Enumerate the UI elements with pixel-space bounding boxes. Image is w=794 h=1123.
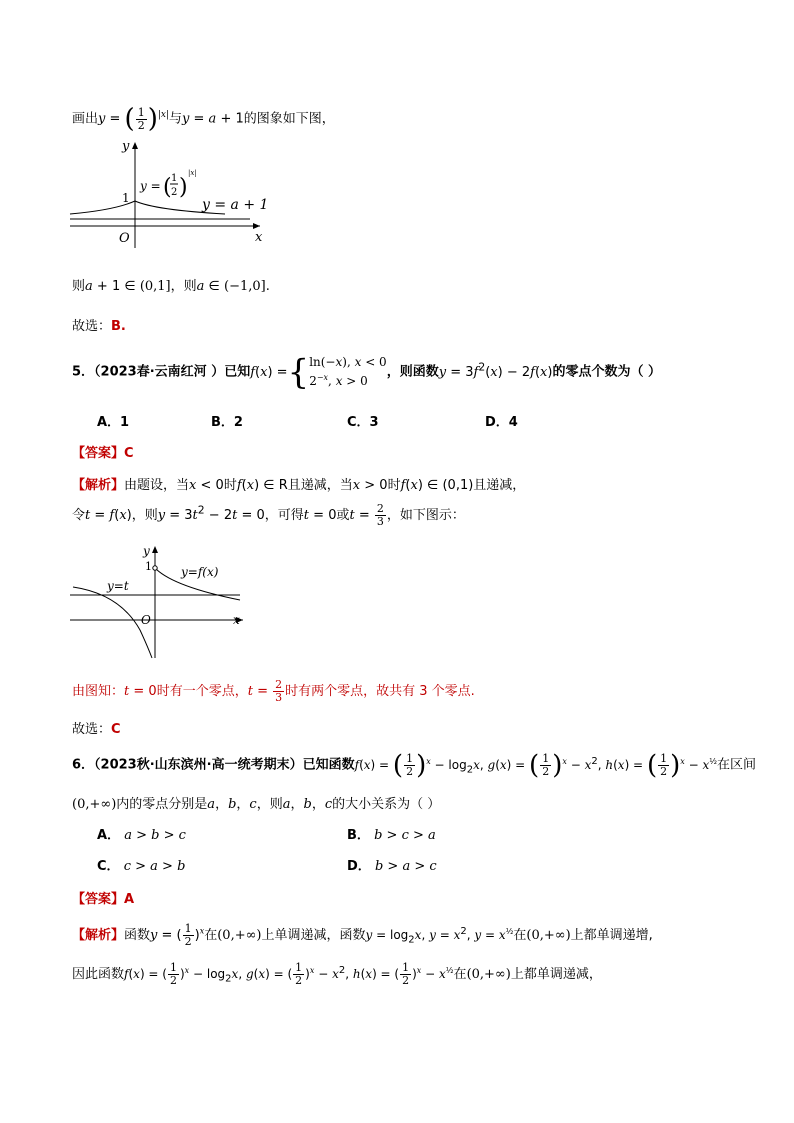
graph2-one: 1	[145, 560, 152, 573]
q5-analysis-1: 【解析】由题设，当x < 0时f(x) ∈ R且递减，当x > 0时f(x) ∈ (0,1)且递减，	[72, 478, 526, 493]
q6-opt-a-label: A．	[97, 828, 121, 843]
q5-label: 5．（2023春·云南红河 ）已知	[72, 364, 251, 380]
answer-tag-2: 【答案】	[72, 892, 125, 907]
svg-text:2: 2	[171, 187, 178, 198]
q5-ana2e: ，如下图示：	[386, 508, 465, 523]
q6-opt-b-label: B．	[347, 828, 370, 843]
q5-option-a[interactable]: A．1	[97, 415, 130, 430]
q6-line2a: 内的零点分别是	[116, 797, 208, 812]
q6-opt-c-label: C．	[97, 859, 120, 874]
q6-option-c[interactable]: C． c > a > b	[97, 859, 186, 874]
graph1-one: 1	[122, 191, 130, 205]
q5-ana2c: ，可得	[264, 508, 304, 523]
pick2-answer: C	[111, 722, 121, 737]
then-mid: ，则	[170, 279, 197, 294]
q5-answer	[72, 442, 134, 461]
q5-ana2d: 或	[336, 508, 350, 523]
graph2-y-label: y	[143, 544, 150, 558]
q6-analysis-2: 因此函数f(x) = ( $\frac{1}{2}$ )$^x - \log_2x$, g(x) = ( $\frac{1}{2}$ )$^x - x^2$, h(x) = ( $\frac{1}{2}$ )$^x - x^{\frac{1}{2}}$在(0,+∞)上都单调递减，	[72, 961, 602, 987]
svg-text:): )	[179, 175, 188, 200]
q6-answer-value: A	[124, 892, 135, 907]
q6-option-a[interactable]: A． a > b > c	[97, 828, 186, 843]
pick2-text: 故选：	[72, 722, 112, 737]
q5-analysis-2: 令t = f(x)，则$y = 3t^2 - 2t = 0$，可得t = 0或t = $\frac{2}{3}$ ，如下图示：	[72, 502, 465, 528]
analysis-tag-2: 【解析】	[72, 928, 125, 943]
pick-2	[72, 718, 121, 737]
q5-ana2b: ，则	[131, 508, 158, 523]
analysis-tag: 【解析】	[72, 478, 125, 493]
answer-tag: 【答案】	[72, 446, 125, 461]
q6-line2c: 的大小关系为（ ）	[332, 797, 441, 812]
then-line: 则a + 1 ∈ (0,1]，则a ∈ (−1,0].	[72, 279, 270, 294]
pick1-answer: B.	[111, 319, 126, 334]
graph1-curve-label: y =	[140, 179, 161, 193]
q6-option-b[interactable]: B． b > c > a	[347, 828, 436, 843]
graph2-t-label: y=t	[107, 579, 129, 593]
graph2-origin: O	[141, 613, 151, 627]
then-text: 则	[72, 279, 86, 294]
pick-1	[72, 315, 126, 334]
q5-answer-value: C	[124, 446, 134, 461]
svg-text:|x|: |x|	[188, 169, 197, 177]
q6-label: 6．（2023秋·山东滨州·高一统考期末）已知函数	[72, 757, 355, 773]
q5-end: 的零点个数为（ ）	[552, 364, 661, 380]
q6-ana2a: 因此函数	[72, 967, 125, 982]
q6-ana1c: 上单调递减，函数	[261, 928, 366, 943]
svg-text:(: (	[163, 175, 172, 200]
draw-prefix: 画出	[72, 111, 99, 127]
q5-ana1c: 且递减，当	[287, 478, 353, 493]
q5-conc-a: 由图知：	[72, 684, 125, 699]
graph1-x-label: x	[255, 230, 263, 245]
q5-ana1e: 且递减，	[473, 478, 526, 493]
q6-ana1d: 在	[513, 928, 527, 943]
q5-stem: 5．（2023春·云南红河 ）已知f(x) ={ ln(−x), x < 0 $2^{-x}$, x > 0 ，则函数$y = 3f^2(x) - 2f(x)$的零点个数为（ ）	[72, 352, 661, 392]
q6-line2b: ，则	[256, 797, 283, 812]
q6-ana1a: 函数	[124, 928, 151, 943]
graph2-x-label: x	[233, 613, 240, 627]
q6-option-d[interactable]: D． b > a > c	[347, 859, 437, 874]
graph-2	[65, 542, 250, 660]
q5-option-c[interactable]: C．3	[347, 415, 379, 430]
q5-ana1a: 由题设，当	[124, 478, 190, 493]
pick1-text: 故选：	[72, 319, 112, 334]
draw-line: 画出y = ( $\frac{1}{2}$ )$^{|x|}$与y = a + 1的图象如下图，	[72, 104, 335, 134]
q6-ana2b: 在	[453, 967, 467, 982]
q6-ana2c: 上都单调递减，	[510, 967, 602, 982]
q6-tail: 在区间	[717, 757, 757, 773]
q6-stem-2: (0,+∞)内的零点分别是a，b，c，则a，b，c的大小关系为（ ）	[72, 797, 441, 812]
q6-stem-1: 6．（2023秋·山东滨州·高一统考期末）已知函数f(x) = ( $\frac{1}{2}$ )$^x - \log_2x$, g(x) = ( $\frac{1}{2}$ )$^x - x^2$, h(x) = ( $\frac{1}{2}$ )$^x - x^{\frac{1}{2}}$在区间	[72, 750, 757, 780]
svg-text:1: 1	[171, 173, 178, 184]
graph1-y-label: y	[122, 139, 130, 154]
q5-option-b[interactable]: B．2	[211, 415, 243, 430]
q5-mid: ，则函数	[386, 364, 439, 380]
q6-analysis-1: 【解析】函数y = ( $\frac{1}{2}$ )$^x$在(0,+∞)上单调递减，函数$y = \log_2x$, $y = x^2$, $y = x^{\frac{1}{2}}$在(0,+∞)上都单调递增,	[72, 922, 653, 948]
graph1-origin: O	[119, 231, 130, 246]
q5-conclusion: 由图知：t = 0时有一个零点，t = $\frac{2}{3}$ 时有两个零点，故共有 3 个零点.	[72, 678, 475, 704]
q5-option-d[interactable]: D．4	[485, 415, 518, 430]
graph1-line-label: y = a + 1	[202, 197, 269, 213]
q5-ana1b: 时	[223, 478, 237, 493]
q5-ana2a: 令	[72, 508, 86, 523]
q5-ana1d: 时	[387, 478, 401, 493]
draw-suffix: 的图象如下图，	[243, 111, 335, 127]
graph2-f-label: y=f(x)	[181, 565, 219, 579]
q5-conc-b: 时有一个零点，	[156, 684, 248, 699]
q6-answer	[72, 888, 134, 907]
q6-ana1b: 在	[204, 928, 218, 943]
graph-1	[65, 138, 275, 250]
q6-opt-d-label: D．	[347, 859, 371, 874]
q6-ana1e: 上都单调递增,	[570, 928, 653, 943]
q5-conc-c: 时有两个零点，故共有 3 个零点.	[285, 684, 475, 699]
